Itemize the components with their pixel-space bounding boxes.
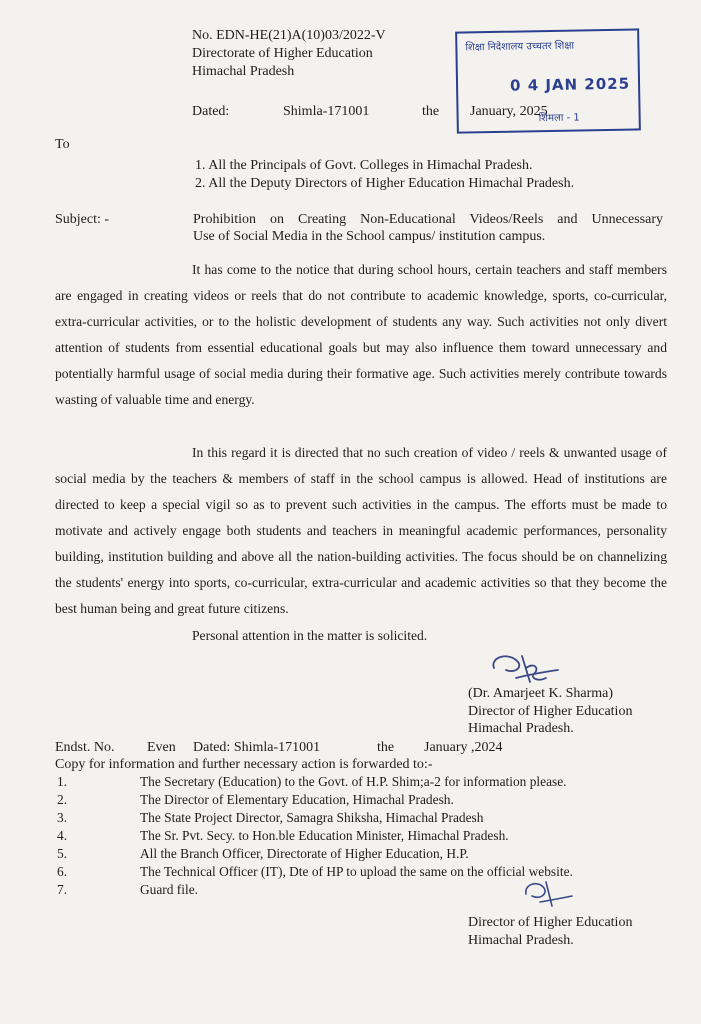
copy-item-text: All the Branch Officer, Directorate of Higher Education, H.P. <box>140 846 469 861</box>
office-state: Himachal Pradesh <box>192 64 295 79</box>
body-paragraph-2 <box>55 440 667 622</box>
copy-item-number: 3. <box>57 810 68 825</box>
copy-item-number: 6. <box>57 864 68 879</box>
copy-item-number: 1. <box>57 774 68 789</box>
dated-label: Dated: <box>192 104 230 119</box>
copy-forward-line: Copy for information and further necessary action is forwarded to:- <box>55 757 433 772</box>
dated-the: the <box>422 104 440 119</box>
copy-item-number: 2. <box>57 792 68 807</box>
stamp-date: 0 4 JAN 2025 <box>509 74 631 95</box>
stamp-place: शिमला - 1 <box>538 112 580 125</box>
footer-signature-image <box>520 878 576 912</box>
copy-item-text: Guard file. <box>140 882 199 897</box>
addressee-2: 2. All the Deputy Directors of Higher Education Himachal Pradesh. <box>195 176 575 191</box>
subject-line-1: Prohibition on Creating Non-Educational Videos/Reels and Unnecessary <box>193 212 663 227</box>
body-paragraph-1 <box>55 257 667 413</box>
endorsement-the: the <box>377 740 395 755</box>
closing-line: Personal attention in the matter is solicited. <box>192 628 428 643</box>
body-paragraph-1-text: It has come to the notice that during school hours, certain teachers and staff members are engaged in creating videos or reels that do not contribute to academic knowledge, sports, co-curricular, extra-curricular activities, or to the holistic development of students any way. Such activities not only divert attention of students from essential educational goals but may also influence them toward unnecessary and potentially harmful usage of social media during their formative age. Such activities merely contribute towards wasting of valuable time and energy. <box>55 262 667 407</box>
copy-item-text: The Director of Elementary Education, Himachal Pradesh. <box>140 792 454 807</box>
stamp-office-text: शिक्षा निदेशालय उच्चतर शिक्षा <box>465 40 575 54</box>
copy-item-text: The Sr. Pvt. Secy. to Hon.ble Education Minister, Himachal Pradesh. <box>140 828 509 843</box>
endorsement-label: Endst. No. <box>55 740 115 755</box>
office-name: Directorate of Higher Education <box>192 46 373 61</box>
copy-item-text: The Technical Officer (IT), Dte of HP to upload the same on the official website. <box>140 864 573 879</box>
footer-signatory-title: Director of Higher Education <box>468 915 633 930</box>
receipt-stamp <box>455 28 641 133</box>
copy-item-text: The State Project Director, Samagra Shiksha, Himachal Pradesh <box>140 810 484 825</box>
reference-number: No. EDN-HE(21)A(10)03/2022-V <box>192 28 386 43</box>
copy-item-number: 5. <box>57 846 68 861</box>
body-paragraph-2-text: In this regard it is directed that no such creation of video / reels & unwanted usage of social media by the teachers & members of staff in the school campus is allowed. Head of institutions are directed to keep a special vigil so as to prevent such activities in the campus. The efforts must be made to motivate and actively engage both students and teachers in meaningful academic performances, personality building, institution building and above all the nation-building activities. The focus should be on channelizing the students' energy into sports, co-curricular, extra-curricular and academic activities so that they become the best human being and great future citizens. <box>55 445 667 616</box>
signatory-state: Himachal Pradesh. <box>468 721 574 736</box>
signatory-name: (Dr. Amarjeet K. Sharma) <box>468 686 614 701</box>
dated-month-year: January, 2025 <box>470 104 548 119</box>
subject-label: Subject: - <box>55 212 110 227</box>
signature-image <box>486 648 566 690</box>
copy-item-number: 7. <box>57 882 68 897</box>
endorsement-date: January ,2024 <box>424 740 503 755</box>
endorsement-even: Even <box>147 740 176 755</box>
subject-line-2: Use of Social Media in the School campus/ institution campus. <box>193 229 546 244</box>
copy-item-number: 4. <box>57 828 68 843</box>
signatory-title: Director of Higher Education <box>468 704 633 719</box>
copy-item-text: The Secretary (Education) to the Govt. of H.P. Shim;a-2 for information please. <box>140 774 567 789</box>
to-label: To <box>55 137 70 152</box>
endorsement-dated: Dated: Shimla-171001 <box>193 740 321 755</box>
addressee-1: 1. All the Principals of Govt. Colleges in Himachal Pradesh. <box>195 158 533 173</box>
dated-place: Shimla-171001 <box>283 104 370 119</box>
footer-signatory-state: Himachal Pradesh. <box>468 933 574 948</box>
